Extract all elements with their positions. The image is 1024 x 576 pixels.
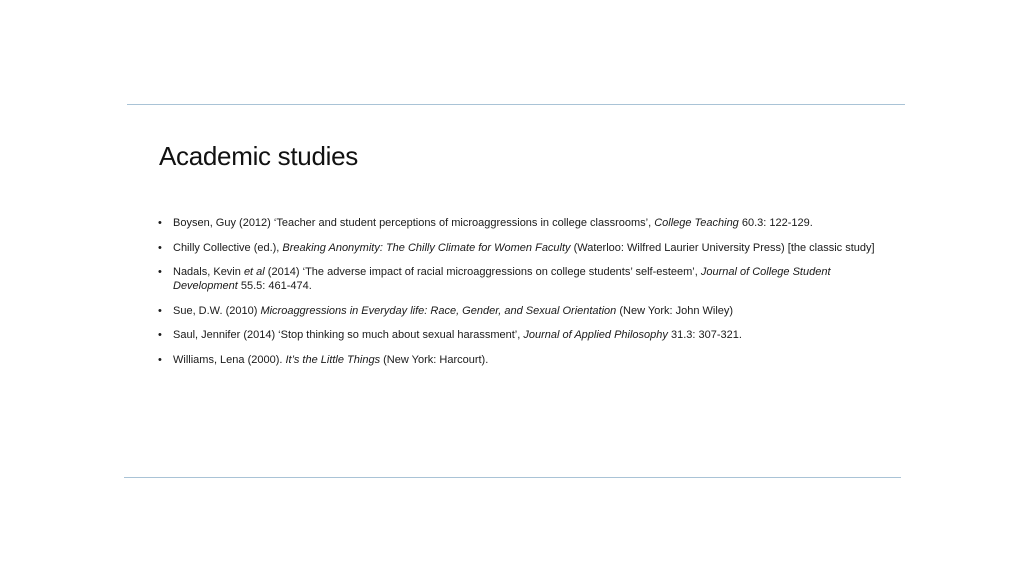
reference-italic-text: Breaking Anonymity: The Chilly Climate for Women Faculty bbox=[282, 241, 571, 254]
reference-italic-text: Journal of College Student Development bbox=[173, 266, 831, 292]
bullet-icon: • bbox=[158, 353, 162, 366]
reference-text: Sue, D.W. (2010) bbox=[173, 304, 261, 317]
reference-text: Boysen, Guy (2012) ‘Teacher and student perceptions of microaggressions in college classrooms’, bbox=[173, 217, 655, 229]
bullet-icon: • bbox=[158, 241, 162, 254]
reference-item bbox=[158, 328, 878, 342]
bullet-icon: • bbox=[158, 217, 162, 229]
reference-item bbox=[158, 265, 878, 293]
top-divider bbox=[127, 104, 905, 105]
reference-italic-text: et al bbox=[243, 266, 265, 278]
reference-italic-text: It’s the Little Things bbox=[285, 353, 381, 366]
reference-text: Williams, Lena (2000). bbox=[173, 353, 286, 366]
reference-item bbox=[158, 353, 878, 367]
reference-italic-text: Microaggressions in Everyday life: Race, Gender, and Sexual Orientation bbox=[260, 304, 617, 317]
slide-title: Academic studies bbox=[159, 141, 358, 171]
reference-text: (2014) ‘The adverse impact of racial microaggressions on college students’ self-esteem’, bbox=[264, 266, 701, 278]
reference-text: 60.3: 122-129. bbox=[738, 217, 813, 229]
reference-text: (New York: Harcourt). bbox=[380, 353, 489, 366]
reference-item bbox=[158, 304, 878, 318]
reference-text: 31.3: 307-321. bbox=[667, 329, 742, 341]
reference-italic-text: Journal of Applied Philosophy bbox=[523, 329, 668, 341]
reference-item bbox=[158, 216, 878, 230]
reference-item bbox=[158, 241, 878, 255]
reference-text: Nadals, Kevin bbox=[173, 266, 244, 278]
bullet-icon: • bbox=[158, 329, 162, 341]
bottom-divider bbox=[124, 477, 901, 478]
bullet-icon: • bbox=[158, 304, 162, 317]
reference-text: (New York: John Wiley) bbox=[616, 304, 734, 317]
reference-text: Chilly Collective (ed.), bbox=[173, 241, 283, 254]
reference-text: (Waterloo: Wilfred Laurier University Press) [the classic study] bbox=[570, 241, 875, 254]
reference-italic-text: College Teaching bbox=[654, 217, 739, 229]
bullet-icon: • bbox=[158, 266, 162, 278]
reference-list bbox=[158, 216, 878, 377]
reference-text: 55.5: 461-474. bbox=[237, 280, 312, 292]
reference-text: Saul, Jennifer (2014) ‘Stop thinking so much about sexual harassment’, bbox=[173, 329, 524, 341]
